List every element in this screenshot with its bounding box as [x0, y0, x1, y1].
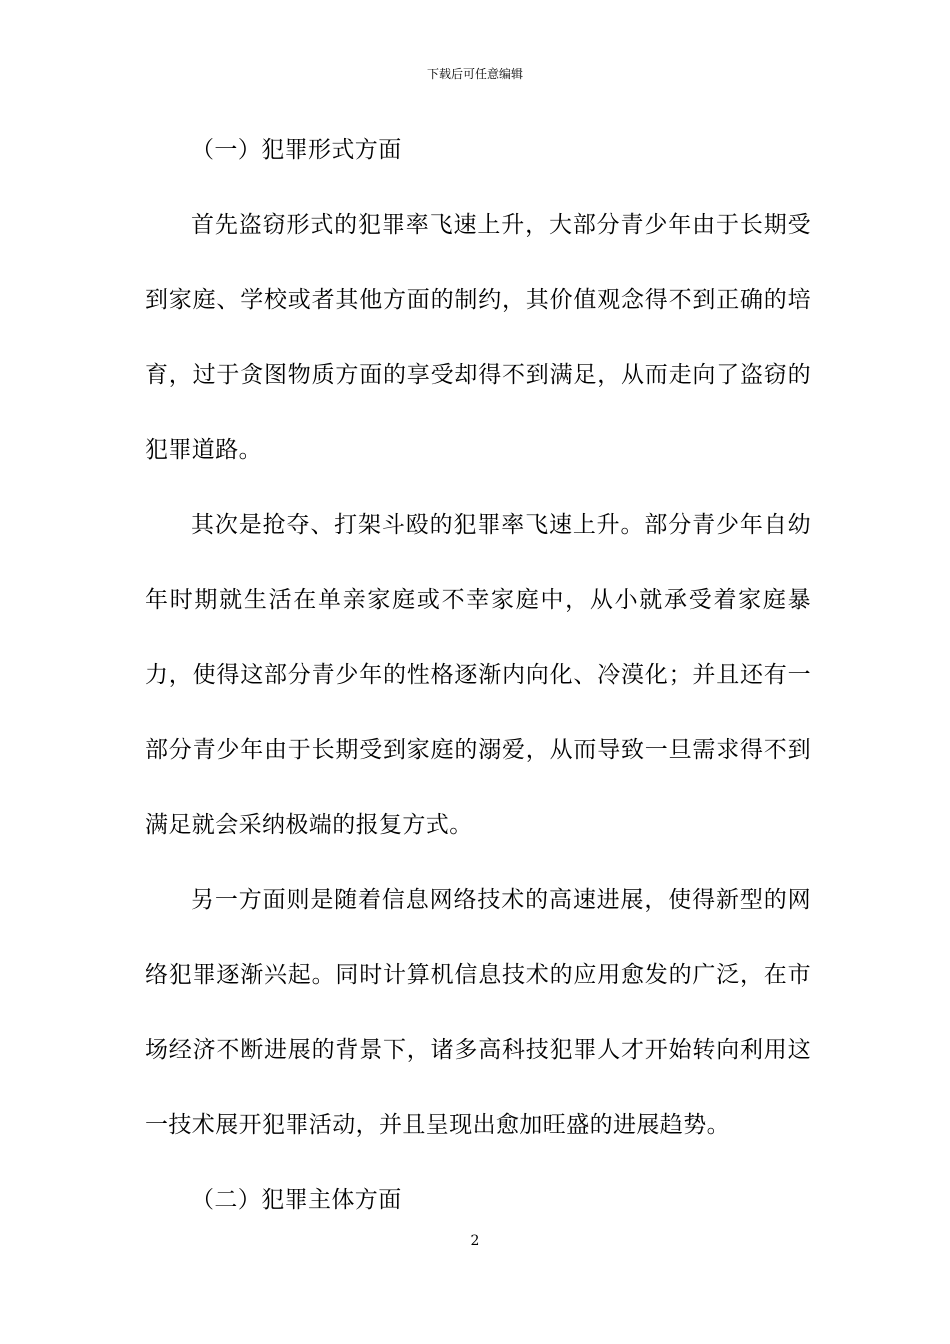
paragraph-theft: 首先盗窃形式的犯罪率飞速上升，大部分青少年由于长期受到家庭、学校或者其他方面的制约，其价值观念得不到正确的培育，过于贪图物质方面的享受却得不到满足，从而走向了盗窃的犯罪道路。: [145, 212, 811, 463]
paragraph-network-crime: 另一方面则是随着信息网络技术的高速进展，使得新型的网络犯罪逐渐兴起。同时计算机信息技术的应用愈发的广泛，在市场经济不断进展的背景下，诸多高科技犯罪人才开始转向利用这一技术展开犯罪活动，并且呈现出愈加旺盛的进展趋势。: [145, 887, 811, 1138]
page-number: 2: [470, 1233, 480, 1249]
paragraph-robbery-fighting: 其次是抢夺、打架斗殴的犯罪率飞速上升。部分青少年自幼年时期就生活在单亲家庭或不幸家庭中，从小就承受着家庭暴力，使得这部分青少年的性格逐渐内向化、冷漠化；并且还有一部分青少年由于长期受到家庭的溺爱，从而导致一旦需求得不到满足就会采纳极端的报复方式。: [145, 512, 811, 838]
section-heading-crime-form: （一）犯罪形式方面: [191, 137, 402, 163]
section-heading-crime-subject: （二）犯罪主体方面: [191, 1187, 402, 1213]
header-note: 下载后可任意编辑: [426, 67, 523, 81]
body-text: [145, 113, 811, 1238]
